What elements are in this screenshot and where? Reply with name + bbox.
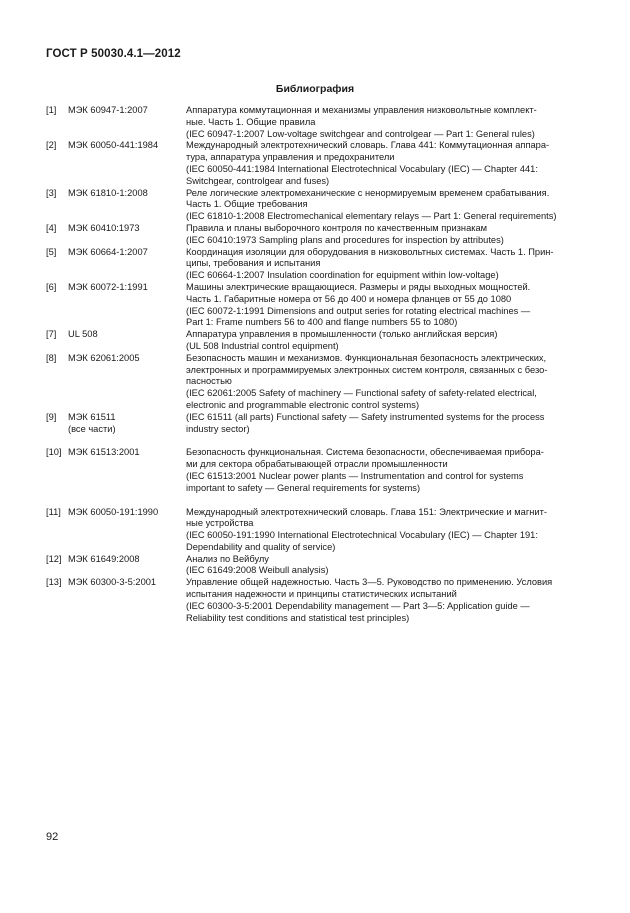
reference-line: Аппаратура коммутационная и механизмы управления низковольтные комплект- xyxy=(186,105,537,115)
reference-number: [4] xyxy=(46,222,57,233)
reference-entry xyxy=(46,247,586,282)
reference-code xyxy=(68,353,228,365)
reference-description xyxy=(186,554,586,578)
reference-line: industry sector) xyxy=(186,423,250,434)
reference-entry xyxy=(46,188,586,223)
reference-line: Dependability and quality of service) xyxy=(186,541,336,552)
reference-line: ципы, требования и испытания xyxy=(186,258,321,269)
reference-code xyxy=(68,577,228,589)
reference-line: (IEC 61513:2001 Nuclear power plants — Instrumentation and control for systems xyxy=(186,470,524,481)
reference-code xyxy=(68,188,228,200)
reference-number: [7] xyxy=(46,329,57,340)
reference-code xyxy=(68,507,228,519)
reference-description xyxy=(186,412,586,436)
reference-description xyxy=(186,577,586,624)
reference-number: [2] xyxy=(46,140,57,151)
reference-line: (UL 508 Industrial control equipment) xyxy=(186,340,339,351)
reference-number: [6] xyxy=(46,281,57,292)
reference-number: [12] xyxy=(46,553,62,564)
reference-entry xyxy=(46,554,586,578)
reference-code xyxy=(68,140,228,152)
reference-entry xyxy=(46,329,586,353)
reference-line: (IEC 61649:2008 Weibull analysis) xyxy=(186,565,329,576)
reference-code-main: МЭК 61511 xyxy=(68,411,116,422)
reference-description xyxy=(186,353,586,412)
bibliography-title: Библиография xyxy=(275,83,355,95)
reference-code-main: МЭК 60050-441:1984 xyxy=(68,140,159,151)
standard-header: ГОСТ Р 50030.4.1—2012 xyxy=(46,48,181,60)
reference-description xyxy=(186,223,586,247)
reference-entry xyxy=(46,447,586,494)
reference-description xyxy=(186,140,586,187)
reference-line: (IEC 60947-1:2007 Low-voltage switchgear and controlgear — Part 1: General rules) xyxy=(186,128,535,139)
reference-description xyxy=(186,447,586,494)
reference-line: important to safety — General requirements for systems) xyxy=(186,482,421,493)
reference-code-main: МЭК 61513:2001 xyxy=(68,447,140,458)
reference-line: (IEC 61810-1:2008 Electromechanical elementary relays — Part 1: General requirements) xyxy=(186,211,557,222)
reference-number: [13] xyxy=(46,577,62,588)
reference-line: (IEC 60050-441:1984 International Electrotechnical Vocabulary (IEC) — Chapter 441: xyxy=(186,163,538,174)
reference-line: ми для сектора обрабатывающей отрасли промышленности xyxy=(186,459,448,470)
reference-code-main: МЭК 60664-1:2007 xyxy=(68,246,148,257)
reference-code-main: МЭК 60300-3-5:2001 xyxy=(68,577,157,588)
reference-description xyxy=(186,329,586,353)
reference-code xyxy=(68,223,228,235)
reference-description xyxy=(186,188,586,223)
reference-code xyxy=(68,282,228,294)
reference-code-main: МЭК 60072-1:1991 xyxy=(68,281,148,292)
reference-line: (IEC 60410:1973 Sampling plans and procedures for inspection by attributes) xyxy=(186,234,504,245)
reference-description xyxy=(186,247,586,282)
reference-entry xyxy=(46,140,586,187)
reference-line: Машины электрические вращающиеся. Размеры и ряды выходных мощностей. xyxy=(186,281,531,292)
reference-line: Часть 1. Общие требования xyxy=(186,199,308,210)
reference-line: (IEC 61511 (all parts) Functional safety — Safety instrumented systems for the process xyxy=(186,411,545,422)
reference-code-main: МЭК 61810-1:2008 xyxy=(68,187,148,198)
reference-line: Международный электротехнический словарь. Глава 441: Коммутационная аппара- xyxy=(186,140,550,151)
reference-line: электронных и программируемых электронных систем контроля, связанных с безо- xyxy=(186,364,548,375)
reference-code xyxy=(68,247,228,259)
reference-code-main: МЭК 62061:2005 xyxy=(68,352,140,363)
reference-line: Reliability test conditions and statistical test principles) xyxy=(186,612,410,623)
reference-line: Управление общей надежностью. Часть 3—5. Руководство по применению. Условия xyxy=(186,577,553,588)
reference-number: [5] xyxy=(46,246,57,257)
reference-line: Аппаратура управления в промышленности (только английская версия) xyxy=(186,329,498,340)
reference-line: ные устройства xyxy=(186,518,254,529)
reference-line: (IEC 60050-191:1990 International Electrotechnical Vocabulary (IEC) — Chapter 191: xyxy=(186,530,538,541)
reference-line: Part 1: Frame numbers 56 to 400 and flange numbers 55 to 1080) xyxy=(186,317,458,328)
reference-line: (IEC 60664-1:2007 Insulation coordination for equipment within low-voltage) xyxy=(186,270,499,281)
reference-code-main: UL 508 xyxy=(68,329,98,340)
reference-line: Безопасность функциональная. Система безопасности, обеспечиваемая прибора- xyxy=(186,447,544,458)
reference-code-main: МЭК 61649:2008 xyxy=(68,553,140,564)
reference-line: ные. Часть 1. Общие правила xyxy=(186,116,316,127)
reference-entry xyxy=(46,353,586,412)
reference-entry xyxy=(46,282,586,329)
reference-line: Часть 1. Габаритные номера от 56 до 400 и номера фланцев от 55 до 1080 xyxy=(186,293,512,304)
page-number: 92 xyxy=(46,831,59,843)
reference-code xyxy=(68,329,228,341)
reference-line: Международный электротехнический словарь. Глава 151: Электрические и магнит- xyxy=(186,506,547,517)
reference-line: Безопасность машин и механизмов. Функциональная безопасность электрических, xyxy=(186,352,547,363)
reference-entry xyxy=(46,577,586,624)
reference-code-main: МЭК 60410:1973 xyxy=(68,222,140,233)
reference-line: electronic and programmable electronic control systems) xyxy=(186,399,420,410)
reference-code xyxy=(68,105,228,117)
reference-entry xyxy=(46,105,586,140)
reference-line: испытания надежности и принципы статистических испытаний xyxy=(186,589,457,600)
reference-line: (IEC 62061:2005 Safety of machinery — Functional safety of safety-related electrical, xyxy=(186,388,537,399)
reference-description xyxy=(186,282,586,329)
reference-number: [8] xyxy=(46,352,57,363)
reference-entry xyxy=(46,412,586,436)
reference-number: [3] xyxy=(46,187,57,198)
reference-description xyxy=(186,507,586,554)
reference-line: (IEC 60300-3-5:2001 Dependability management — Part 3—5: Application guide — xyxy=(186,600,530,611)
reference-entry xyxy=(46,223,586,247)
reference-line: Анализ по Вейбулу xyxy=(186,553,269,564)
reference-code-main: МЭК 60050-191:1990 xyxy=(68,506,159,517)
reference-line: тура, аппаратура управления и предохранители xyxy=(186,152,395,163)
reference-line: Switchgear, controlgear and fuses) xyxy=(186,175,330,186)
reference-list xyxy=(46,105,586,624)
reference-line: (IEC 60072-1:1991 Dimensions and output series for rotating electrical machines — xyxy=(186,305,531,316)
reference-code xyxy=(68,447,228,459)
reference-number: [9] xyxy=(46,411,57,422)
reference-line: Правила и планы выборочного контроля по качественным признакам xyxy=(186,222,488,233)
reference-number: [11] xyxy=(46,506,61,517)
reference-line: пасностью xyxy=(186,376,232,387)
reference-code xyxy=(68,554,228,566)
reference-code-main: МЭК 60947-1:2007 xyxy=(68,105,148,115)
reference-line: Реле логические электромеханические с ненормируемым временем срабатывания. xyxy=(186,187,550,198)
reference-code xyxy=(68,412,228,436)
reference-number: [10] xyxy=(46,447,62,458)
reference-entry xyxy=(46,507,586,554)
reference-number: [1] xyxy=(46,105,57,115)
reference-description xyxy=(186,105,586,140)
reference-code-note: (все части) xyxy=(68,423,116,434)
reference-line: Координация изоляции для оборудования в низковольтных системах. Часть 1. Прин- xyxy=(186,246,554,257)
